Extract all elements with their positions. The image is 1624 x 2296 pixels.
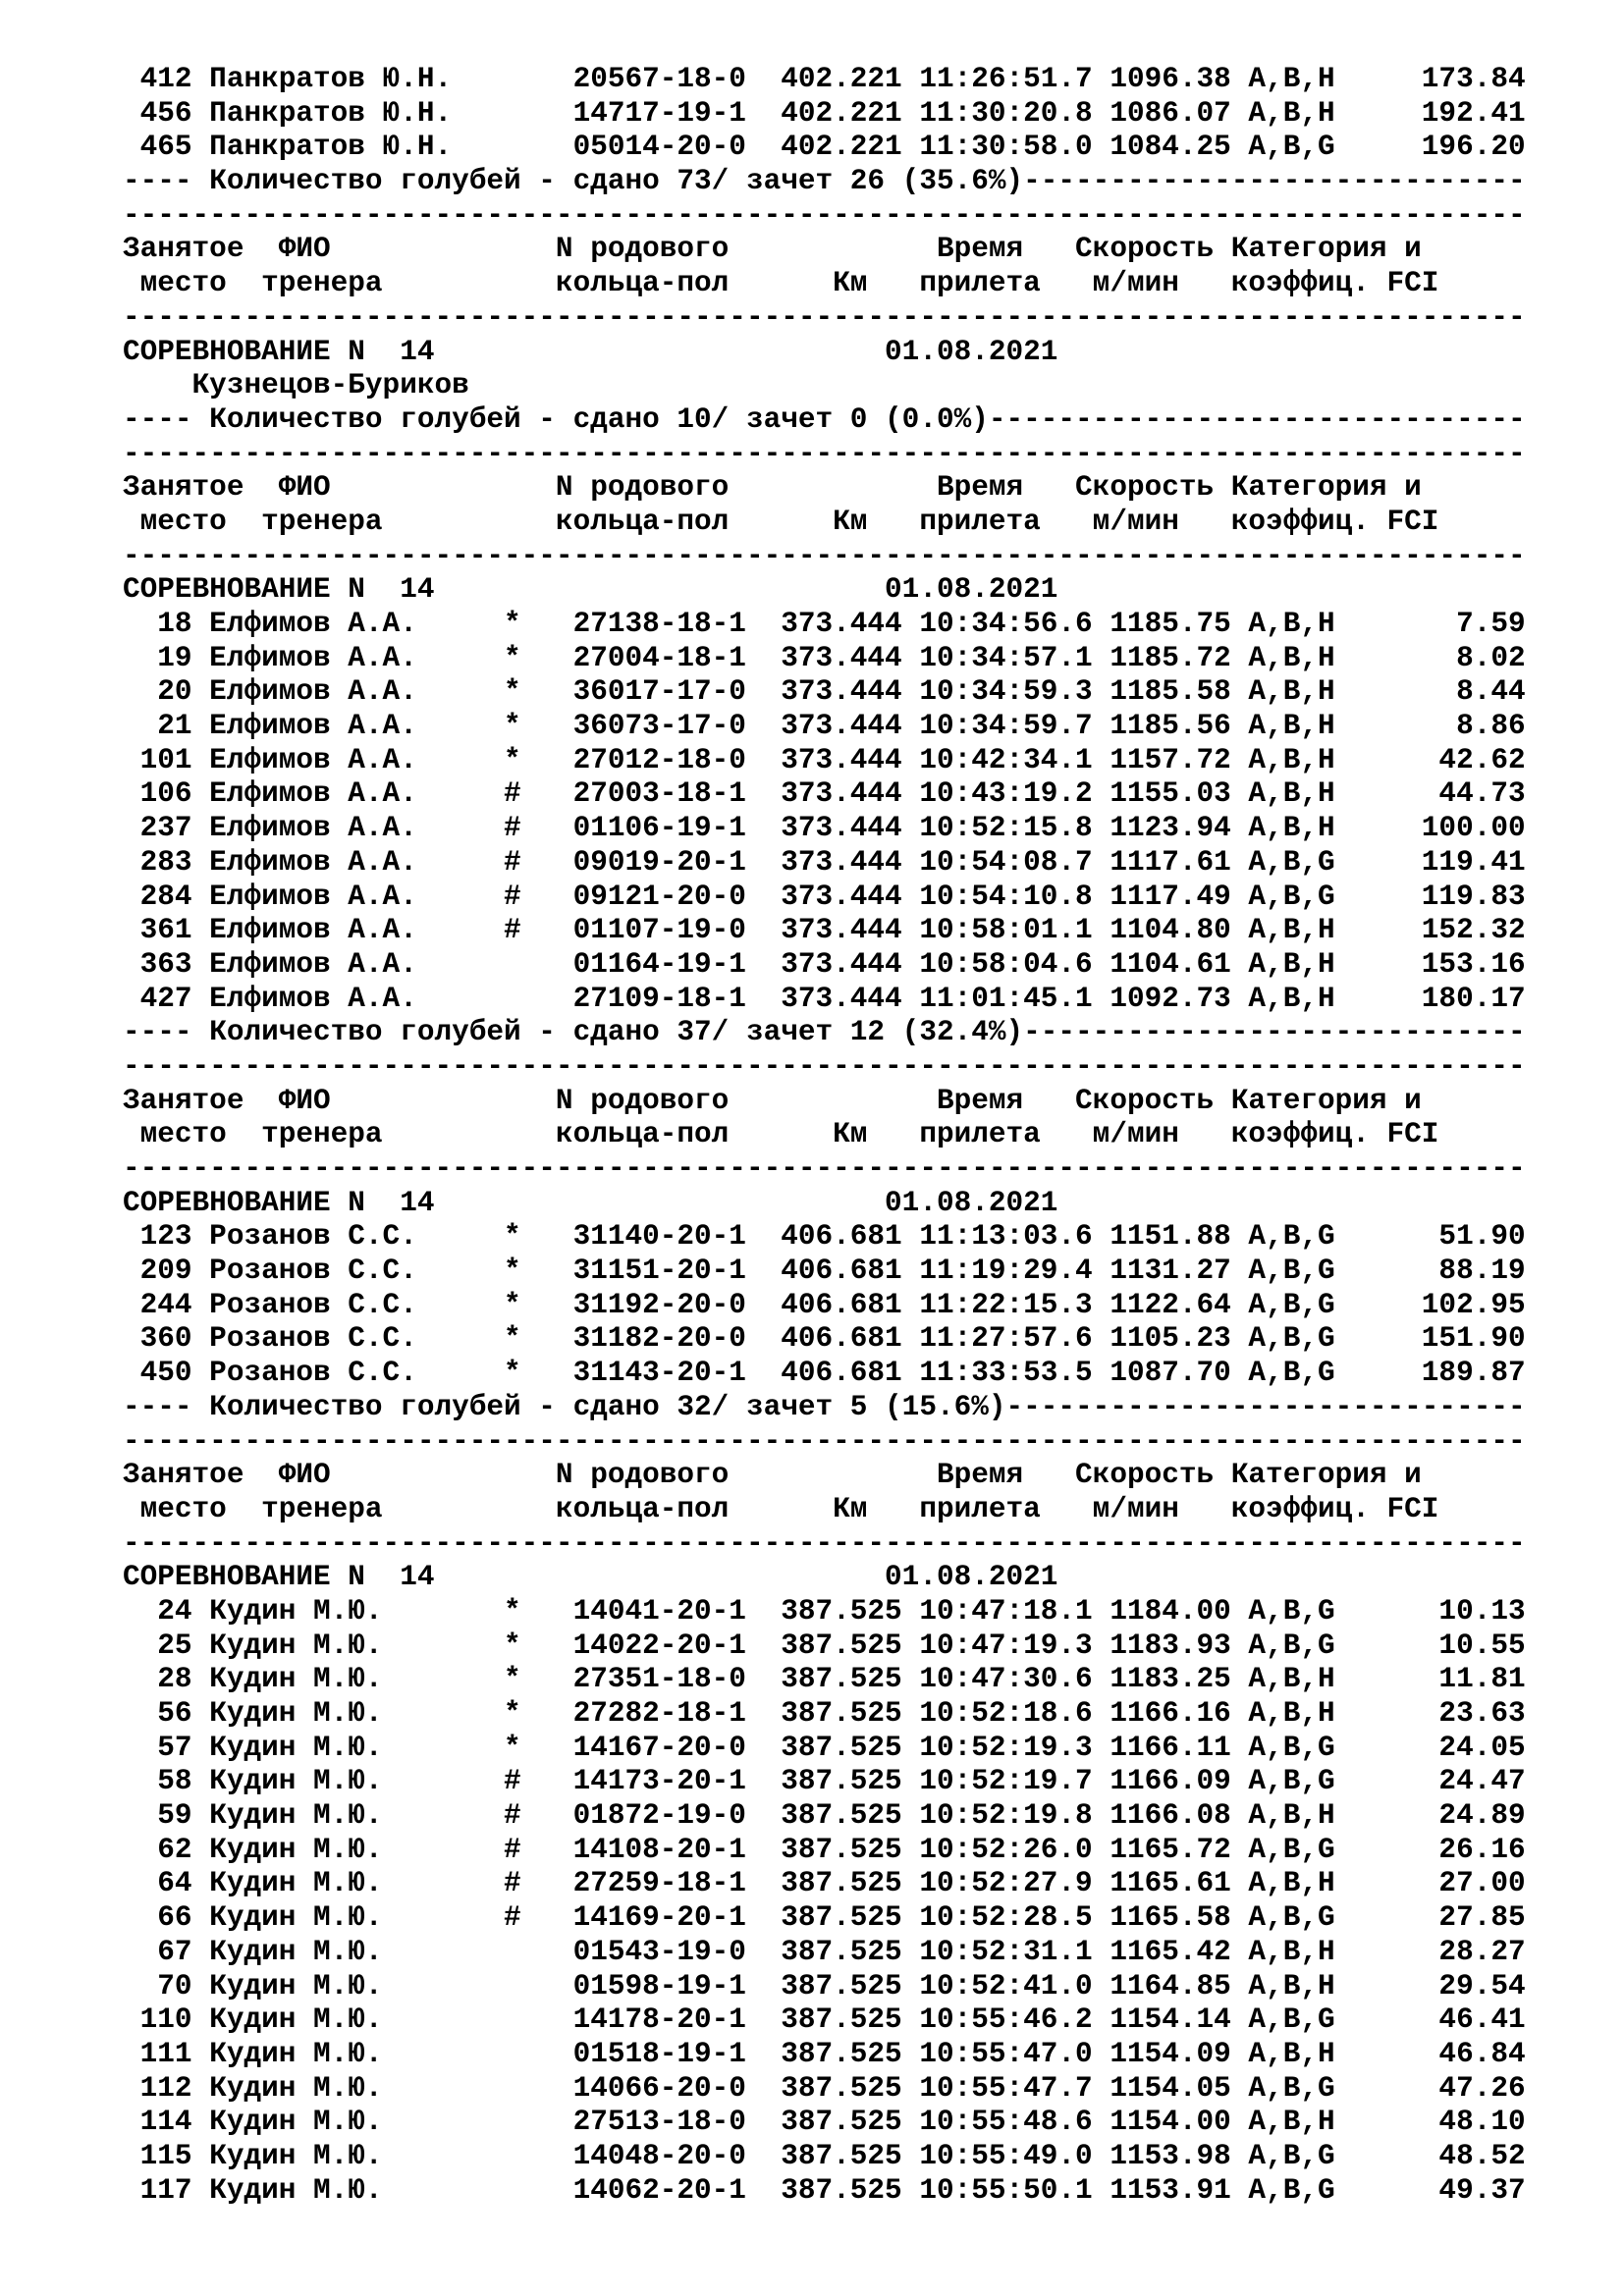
result-row: 20 Елфимов А.А. * 36017-17-0 373.444 10:34:59.3 1185.58 A,B,H 8.44 <box>123 675 1526 709</box>
result-row: 59 Кудин М.Ю. # 01872-19-0 387.525 10:52:19.8 1166.08 A,B,H 24.89 <box>123 1799 1526 1833</box>
result-row: 70 Кудин М.Ю. 01598-19-1 387.525 10:52:41.0 1164.85 A,B,H 29.54 <box>123 1969 1526 2002</box>
separator-line: --------------------------------------------------------------------------------- <box>123 539 1526 572</box>
result-row: 19 Елфимов А.А. * 27004-18-1 373.444 10:34:57.1 1185.72 A,B,H 8.02 <box>123 641 1526 674</box>
separator-line: --------------------------------------------------------------------------------- <box>123 437 1526 470</box>
result-row: 361 Елфимов А.А. # 01107-19-0 373.444 10:58:01.1 1104.80 A,B,H 152.32 <box>123 914 1526 947</box>
column-header-row-1: Занятое ФИО N родового Время Скорость Категория и <box>123 471 1422 505</box>
result-row: 209 Розанов С.С. * 31151-20-1 406.681 11:19:29.4 1131.27 A,B,G 88.19 <box>123 1255 1526 1288</box>
result-row: 57 Кудин М.Ю. * 14167-20-0 387.525 10:52:19.3 1166.11 A,B,G 24.05 <box>123 1731 1526 1764</box>
result-row: 66 Кудин М.Ю. # 14169-20-1 387.525 10:52:28.5 1165.58 A,B,G 27.85 <box>123 1901 1526 1935</box>
competition-header: СОРЕВНОВАНИЕ N 14 01.08.2021 <box>123 1186 1058 1219</box>
result-row: 117 Кудин М.Ю. 14062-20-1 387.525 10:55:50.1 1153.91 A,B,G 49.37 <box>123 2173 1526 2207</box>
result-row: 237 Елфимов А.А. # 01106-19-1 373.444 10:52:15.8 1123.94 A,B,H 100.00 <box>123 812 1526 845</box>
separator-line: --------------------------------------------------------------------------------- <box>123 1049 1526 1083</box>
result-row: 427 Елфимов А.А. 27109-18-1 373.444 11:01:45.1 1092.73 A,B,H 180.17 <box>123 982 1526 1015</box>
result-row: 114 Кудин М.Ю. 27513-18-0 387.525 10:55:48.6 1154.00 A,B,H 48.10 <box>123 2106 1526 2139</box>
result-row: 56 Кудин М.Ю. * 27282-18-1 387.525 10:52:18.6 1166.16 A,B,H 23.63 <box>123 1697 1526 1730</box>
result-row: 450 Розанов С.С. * 31143-20-1 406.681 11:33:53.5 1087.70 A,B,G 189.87 <box>123 1357 1526 1390</box>
result-row: 284 Елфимов А.А. # 09121-20-0 373.444 10:54:10.8 1117.49 A,B,G 119.83 <box>123 880 1526 913</box>
result-row: 28 Кудин М.Ю. * 27351-18-0 387.525 10:47:30.6 1183.25 A,B,H 11.81 <box>123 1663 1526 1696</box>
result-row: 123 Розанов С.С. * 31140-20-1 406.681 11:13:03.6 1151.88 A,B,G 51.90 <box>123 1220 1526 1254</box>
pigeon-count-summary: ---- Количество голубей - сдано 73/ зачет 26 (35.6%)----------------------------- <box>123 165 1526 198</box>
result-row: 110 Кудин М.Ю. 14178-20-1 387.525 10:55:46.2 1154.14 A,B,G 46.41 <box>123 2003 1526 2037</box>
column-header-row-1: Занятое ФИО N родового Время Скорость Категория и <box>123 1459 1422 1492</box>
result-row: 21 Елфимов А.А. * 36073-17-0 373.444 10:34:59.7 1185.56 A,B,H 8.86 <box>123 710 1526 743</box>
result-row: 456 Панкратов Ю.Н. 14717-19-1 402.221 11:30:20.8 1086.07 A,B,H 192.41 <box>123 96 1526 130</box>
result-row: 18 Елфимов А.А. * 27138-18-1 373.444 10:34:56.6 1185.75 A,B,H 7.59 <box>123 608 1526 640</box>
result-row: 465 Панкратов Ю.Н. 05014-20-0 402.221 11:30:58.0 1084.25 A,B,G 196.20 <box>123 131 1526 164</box>
pigeon-count-summary: ---- Количество голубей - сдано 32/ зачет 5 (15.6%)------------------------------ <box>123 1390 1526 1423</box>
result-row: 101 Елфимов А.А. * 27012-18-0 373.444 10:42:34.1 1157.72 A,B,H 42.62 <box>123 743 1526 776</box>
separator-line: --------------------------------------------------------------------------------- <box>123 1424 1526 1458</box>
result-row: 24 Кудин М.Ю. * 14041-20-1 387.525 10:47:18.1 1184.00 A,B,G 10.13 <box>123 1594 1526 1628</box>
pigeon-count-summary: ---- Количество голубей - сдано 37/ зачет 12 (32.4%)----------------------------- <box>123 1016 1526 1049</box>
column-header-row-1: Занятое ФИО N родового Время Скорость Категория и <box>123 1084 1422 1117</box>
result-row: 283 Елфимов А.А. # 09019-20-1 373.444 10:54:08.7 1117.61 A,B,G 119.41 <box>123 845 1526 879</box>
result-row: 112 Кудин М.Ю. 14066-20-0 387.525 10:55:47.7 1154.05 A,B,G 47.26 <box>123 2071 1526 2105</box>
results-document <box>123 63 1605 2208</box>
result-row: 111 Кудин М.Ю. 01518-19-1 387.525 10:55:47.0 1154.09 A,B,H 46.84 <box>123 2037 1526 2070</box>
separator-line: --------------------------------------------------------------------------------- <box>123 198 1526 232</box>
result-row: 67 Кудин М.Ю. 01543-19-0 387.525 10:52:31.1 1165.42 A,B,H 28.27 <box>123 1935 1526 1968</box>
team-name: Кузнецов-Буриков <box>123 369 469 402</box>
competition-header: СОРЕВНОВАНИЕ N 14 01.08.2021 <box>123 335 1058 368</box>
separator-line: --------------------------------------------------------------------------------- <box>123 300 1526 334</box>
result-row: 64 Кудин М.Ю. # 27259-18-1 387.525 10:52:27.9 1165.61 A,B,H 27.00 <box>123 1867 1526 1900</box>
competition-header: СОРЕВНОВАНИЕ N 14 01.08.2021 <box>123 573 1058 607</box>
competition-header: СОРЕВНОВАНИЕ N 14 01.08.2021 <box>123 1561 1058 1594</box>
result-row: 58 Кудин М.Ю. # 14173-20-1 387.525 10:52:19.7 1166.09 A,B,G 24.47 <box>123 1765 1526 1798</box>
result-row: 360 Розанов С.С. * 31182-20-0 406.681 11:27:57.6 1105.23 A,B,G 151.90 <box>123 1322 1526 1356</box>
result-row: 115 Кудин М.Ю. 14048-20-0 387.525 10:55:49.0 1153.98 A,B,G 48.52 <box>123 2139 1526 2172</box>
column-header-row-2: место тренера кольца-пол Км прилета м/мин коэффиц. FCI <box>123 1118 1439 1151</box>
result-row: 62 Кудин М.Ю. # 14108-20-1 387.525 10:52:26.0 1165.72 A,B,G 26.16 <box>123 1833 1526 1866</box>
separator-line: --------------------------------------------------------------------------------- <box>123 1526 1526 1560</box>
column-header-row-2: место тренера кольца-пол Км прилета м/мин коэффиц. FCI <box>123 267 1439 300</box>
result-row: 363 Елфимов А.А. 01164-19-1 373.444 10:58:04.6 1104.61 A,B,H 153.16 <box>123 947 1526 981</box>
separator-line: --------------------------------------------------------------------------------- <box>123 1152 1526 1185</box>
result-row: 25 Кудин М.Ю. * 14022-20-1 387.525 10:47:19.3 1183.93 A,B,G 10.55 <box>123 1629 1526 1662</box>
column-header-row-2: место тренера кольца-пол Км прилета м/мин коэффиц. FCI <box>123 1492 1439 1525</box>
result-row: 106 Елфимов А.А. # 27003-18-1 373.444 10:43:19.2 1155.03 A,B,H 44.73 <box>123 777 1526 811</box>
result-row: 412 Панкратов Ю.Н. 20567-18-0 402.221 11:26:51.7 1096.38 A,B,H 173.84 <box>123 63 1526 95</box>
result-row: 244 Розанов С.С. * 31192-20-0 406.681 11:22:15.3 1122.64 A,B,G 102.95 <box>123 1288 1526 1321</box>
column-header-row-1: Занятое ФИО N родового Время Скорость Категория и <box>123 233 1422 266</box>
pigeon-count-summary: ---- Количество голубей - сдано 10/ зачет 0 (0.0%)------------------------------- <box>123 402 1526 436</box>
column-header-row-2: место тренера кольца-пол Км прилета м/мин коэффиц. FCI <box>123 505 1439 538</box>
